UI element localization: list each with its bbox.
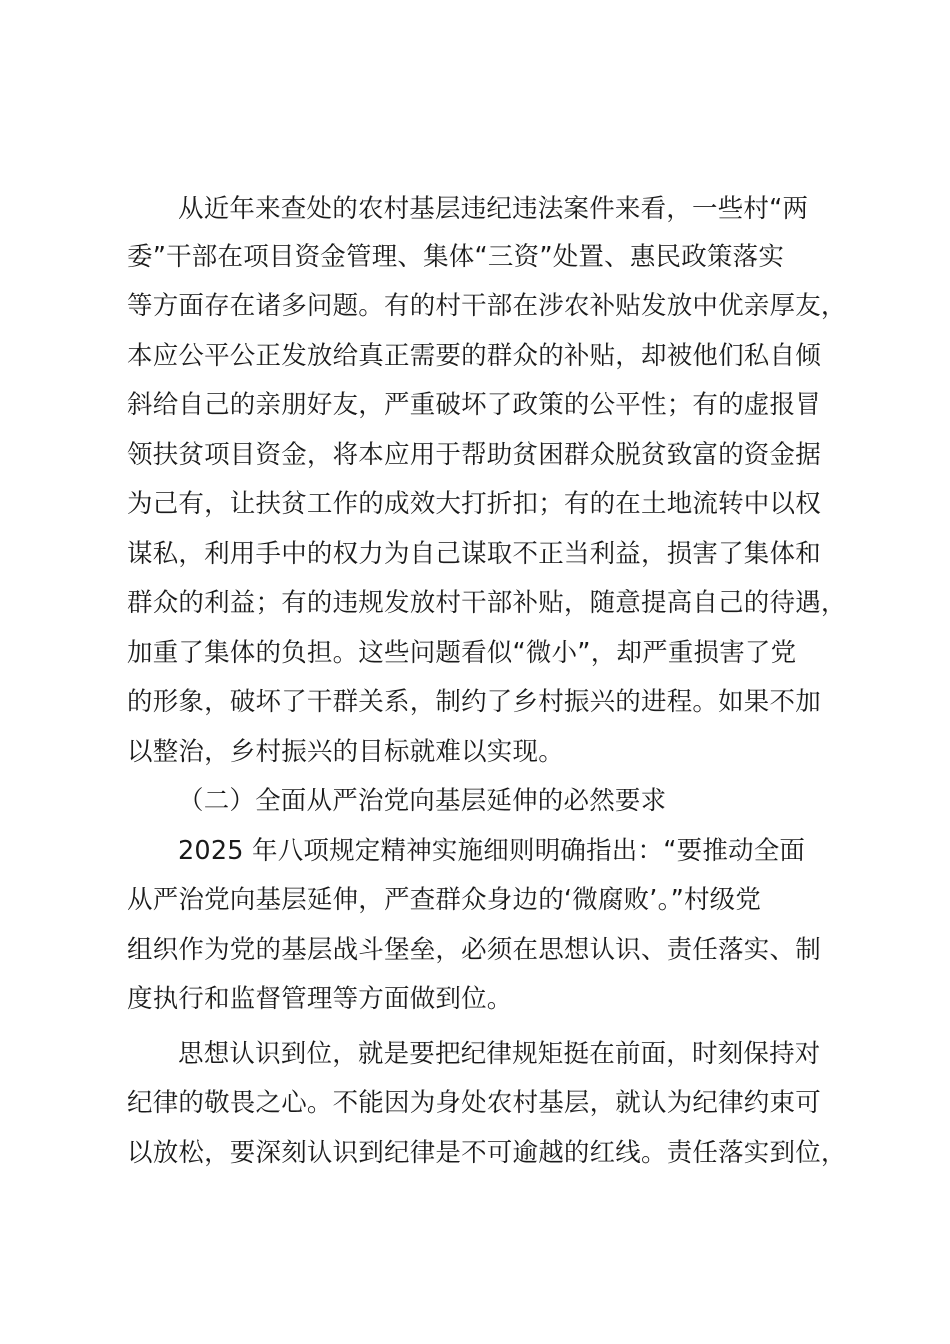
paragraph-1-line-6: 领扶贫项目资金，将本应用于帮助贫困群众脱贫致富的资金据 (127, 440, 821, 470)
paragraph-1-line-2: 委”干部在项目资金管理、集体“三资”处置、惠民政策落实 (127, 242, 785, 272)
paragraph-1-line-3: 等方面存在诸多问题。有的村干部在涉农补贴发放中优亲厚友， (127, 291, 847, 321)
paragraph-3-line-3: 以放松，要深刻认识到纪律是不可逾越的红线。责任落实到位， (127, 1138, 847, 1168)
paragraph-1-line-7: 为己有，让扶贫工作的成效大打折扣；有的在土地流转中以权 (127, 489, 821, 519)
paragraph-3-line-1: 思想认识到位，就是要把纪律规矩挺在前面，时刻保持对 (178, 1039, 821, 1069)
paragraph-1-line-11: 的形象，破坏了干群关系，制约了乡村振兴的进程。如果不加 (127, 687, 821, 717)
paragraph-1-line-9: 群众的利益；有的违规发放村干部补贴，随意提高自己的待遇， (127, 588, 847, 618)
paragraph-2-line-2: 从严治党向基层延伸，严查群众身边的‘微腐败’。”村级党 (127, 885, 762, 915)
section-heading: （二）全面从严治党向基层延伸的必然要求 (178, 786, 667, 816)
paragraph-3-line-2: 纪律的敬畏之心。不能因为身处农村基层，就认为纪律约束可 (127, 1088, 821, 1118)
paragraph-1-line-10: 加重了集体的负担。这些问题看似“微小”，却严重损害了党 (127, 638, 797, 668)
paragraph-2-line-4: 度执行和监督管理等方面做到位。 (127, 984, 513, 1014)
paragraph-1-line-12: 以整治，乡村振兴的目标就难以实现。 (127, 737, 564, 767)
paragraph-1-line-8: 谋私，利用手中的权力为自己谋取不正当利益，损害了集体和 (127, 539, 821, 569)
paragraph-1-line-4: 本应公平公正发放给真正需要的群众的补贴，却被他们私自倾 (127, 341, 821, 371)
paragraph-1-line-1: 从近年来查处的农村基层违纪违法案件来看，一些村“两 (178, 194, 809, 224)
paragraph-2-line-1: 2025 年八项规定精神实施细则明确指出：“要推动全面 (178, 836, 806, 866)
paragraph-2-line-3: 组织作为党的基层战斗堡垒，必须在思想认识、责任落实、制 (127, 935, 821, 965)
paragraph-1-line-5: 斜给自己的亲朋好友，严重破坏了政策的公平性；有的虚报冒 (127, 390, 821, 420)
